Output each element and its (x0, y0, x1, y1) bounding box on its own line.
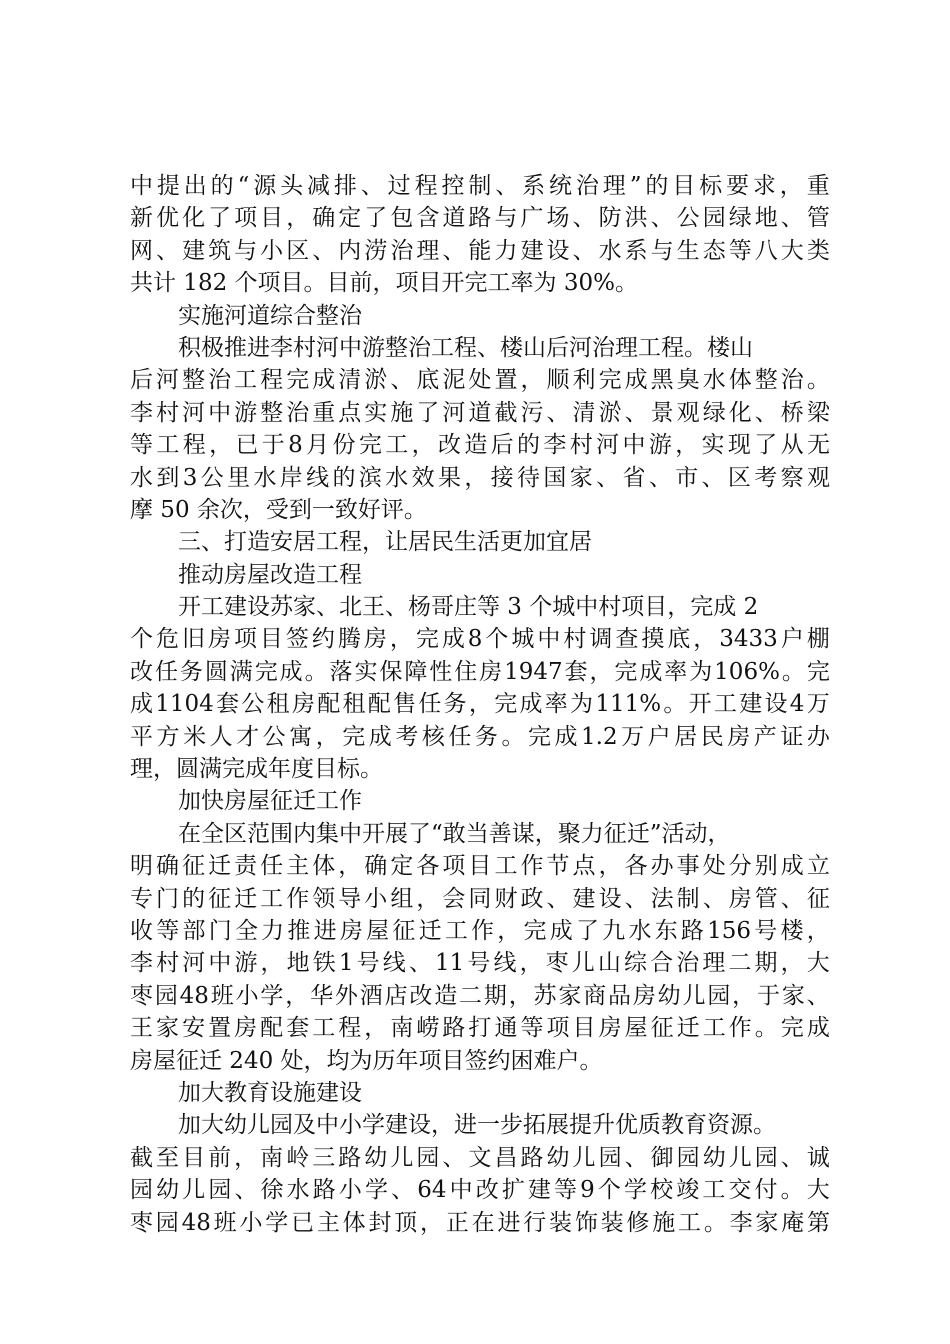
section-heading: 三、打造安居工程，让居民生活更加宜居 (178, 529, 592, 556)
text-line: 个 危 旧 房 项 目 签 约 腾 房 ， 完 成 8 个 城 中 村 调 查 摸 底 ， 3433 户 棚 (130, 626, 830, 653)
text-line: 加大幼儿园及中小学建设，进一步拓展提升优质教育资源。 (178, 1112, 776, 1139)
text-line: 水 到 3 公 里 水 岸 线 的 滨 水 效 果 ， 接 待 国 家 、 省 、 市 、 区 考 察 观 (130, 464, 830, 491)
section-heading: 加大教育设施建设 (178, 1079, 362, 1106)
section-heading: 实施河道综合整治 (178, 302, 362, 329)
section-heading: 加快房屋征迁工作 (178, 788, 362, 815)
document-page (130, 170, 830, 1239)
text-line: 在全区范围内集中开展了“敢当善谋，聚力征迁”活动， (178, 820, 731, 847)
text-line: 平 方 米 人 才 公 寓 ， 完 成 考 核 任 务 。 完 成 1.2 万 户 居 民 房 产 证 办 (130, 723, 830, 750)
text-line: 摩 50 余次，受到一致好评。 (130, 496, 427, 523)
text-line: 中 提 出 的 “ 源 头 减 排 、 过 程 控 制 、 系 统 治 理 ” 的 目 标 要 求 ， 重 (130, 173, 830, 199)
text-line: 枣 园 48 班 小 学 已 主 体 封 顶 ， 正 在 进 行 装 饰 装 修 施 工 。 李 家 庵 第 (130, 1209, 830, 1236)
text-line: 枣 园 48 班 小 学 ， 华 外 酒 店 改 造 二 期 ， 苏 家 商 品 房 幼 儿 园 ， 于 家 、 (130, 982, 830, 1009)
text-line: 房屋征迁 240 处，均为历年项目签约困难户。 (130, 1047, 603, 1074)
text-line: 共计 182 个项目。目前，项目开完工率为 30%。 (130, 270, 638, 297)
text-line: 李 村 河 中 游 整 治 重 点 实 施 了 河 道 截 污 、 清 淤 、 景 观 绿 化 、 桥 梁 (130, 399, 830, 426)
text-line: 明 确 征 迁 责 任 主 体 ， 确 定 各 项 目 工 作 节 点 ， 各 办 事 处 分 别 成 立 (130, 853, 830, 880)
text-line: 改 任 务 圆 满 完 成 。 落 实 保 障 性 住 房 1947 套 ， 完 成 率 为 106% 。 完 (130, 658, 830, 685)
text-line: 园 幼 儿 园 、 徐 水 路 小 学 、 64 中 改 扩 建 等 9 个 学 校 竣 工 交 付 。 大 (130, 1177, 830, 1204)
text-line: 后 河 整 治 工 程 完 成 清 淤 、 底 泥 处 置 ， 顺 利 完 成 黑 臭 水 体 整 治 。 (130, 367, 830, 394)
text-line: 积极推进李村河中游整治工程、楼山后河治理工程。楼山 (178, 334, 753, 361)
section-heading: 推动房屋改造工程 (178, 561, 362, 588)
text-line: 理，圆满完成年度目标。 (130, 756, 383, 783)
text-line: 成 1104 套 公 租 房 配 租 配 售 任 务 ， 完 成 率 为 111% 。 开 工 建 设 4 万 (130, 691, 830, 718)
text-line: 新 优 化 了 项 目 ， 确 定 了 包 含 道 路 与 广 场 、 防 洪 、 公 园 绿 地 、 管 (130, 205, 830, 232)
text-line: 等 工 程 ， 已 于 8 月 份 完 工 ， 改 造 后 的 李 村 河 中 游 ， 实 现 了 从 无 (130, 432, 830, 459)
text-line: 网 、 建 筑 与 小 区 、 内 涝 治 理 、 能 力 建 设 、 水 系 与 生 态 等 八 大 类 (130, 237, 830, 264)
text-line: 截 至 目 前 ， 南 岭 三 路 幼 儿 园 、 文 昌 路 幼 儿 园 、 御 园 幼 儿 园 、 诚 (130, 1144, 830, 1171)
text-line: 李 村 河 中 游 ， 地 铁 1 号 线 、 11 号 线 ， 枣 儿 山 综 合 治 理 二 期 ， 大 (130, 950, 830, 977)
text-line: 收 等 部 门 全 力 推 进 房 屋 征 迁 工 作 ， 完 成 了 九 水 东 路 156 号 楼 ， (130, 917, 830, 944)
text-line: 专 门 的 征 迁 工 作 领 导 小 组 ， 会 同 财 政 、 建 设 、 法 制 、 房 管 、 征 (130, 885, 830, 912)
text-line: 开工建设苏家、北王、杨哥庄等 3 个城中村项目，完成 2 (178, 594, 759, 621)
text-line: 王 家 安 置 房 配 套 工 程 ， 南 崂 路 打 通 等 项 目 房 屋 征 迁 工 作 。 完 成 (130, 1015, 830, 1042)
